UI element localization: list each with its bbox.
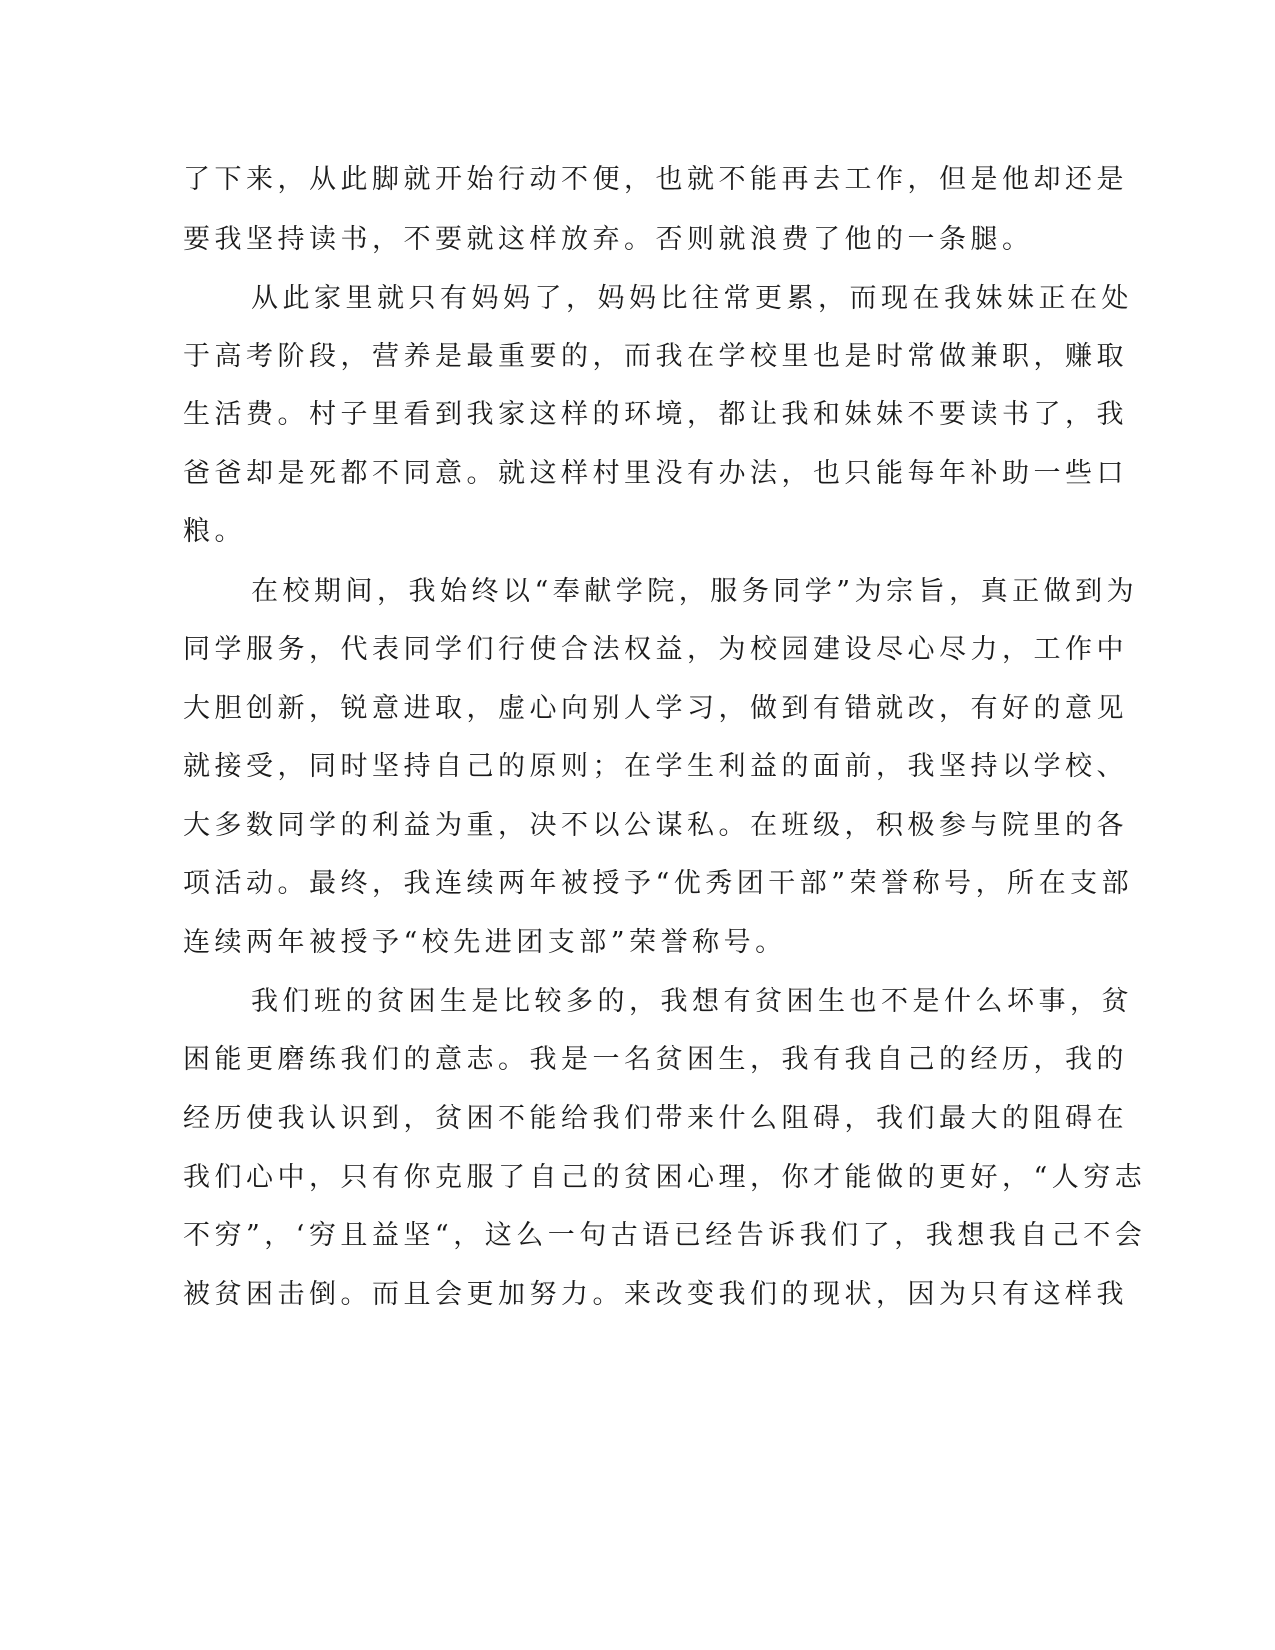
text-line: 困能更磨练我们的意志。我是一名贫困生，我有我自己的经历，我的 xyxy=(183,1044,1128,1075)
text-line: 项活动。最终，我连续两年被授予“优秀团干部”荣誉称号，所在支部 xyxy=(183,868,1134,899)
text-line: 同学服务，代表同学们行使合法权益，为校园建设尽心尽力，工作中 xyxy=(183,634,1128,665)
text-line: 生活费。村子里看到我家这样的环境，都让我和妹妹不要读书了，我 xyxy=(183,399,1128,430)
text-line: 粮。 xyxy=(183,516,246,547)
paragraph-start-line: 在校期间，我始终以“奉献学院，服务同学”为宗旨，真正做到为 xyxy=(251,576,1139,607)
text-line: 连续两年被授予“校先进团支部”荣誉称号。 xyxy=(183,927,787,958)
text-line: 爸爸却是死都不同意。就这样村里没有办法，也只能每年补助一些口 xyxy=(183,458,1128,489)
paragraph-start-line: 从此家里就只有妈妈了，妈妈比往常更累，而现在我妹妹正在处 xyxy=(251,283,1133,314)
paragraph-start-line: 我们班的贫困生是比较多的，我想有贫困生也不是什么坏事，贫 xyxy=(251,986,1133,1017)
text-line: 被贫困击倒。而且会更加努力。来改变我们的现状，因为只有这样我 xyxy=(183,1279,1128,1310)
text-line: 就接受，同时坚持自己的原则；在学生利益的面前，我坚持以学校、 xyxy=(183,751,1128,782)
text-line: 要我坚持读书，不要就这样放弃。否则就浪费了他的一条腿。 xyxy=(183,224,1034,255)
text-line: 不穷”，‘穷且益坚“，这么一句古语已经告诉我们了，我想我自己不会 xyxy=(183,1220,1147,1251)
text-line: 经历使我认识到，贫困不能给我们带来什么阻碍，我们最大的阻碍在 xyxy=(183,1103,1128,1134)
text-line: 于高考阶段，营养是最重要的，而我在学校里也是时常做兼职，赚取 xyxy=(183,341,1128,372)
text-line: 大胆创新，锐意进取，虚心向别人学习，做到有错就改，有好的意见 xyxy=(183,693,1128,724)
text-line: 我们心中，只有你克服了自己的贫困心理，你才能做的更好，“人穷志 xyxy=(183,1162,1147,1193)
text-line: 大多数同学的利益为重，决不以公谋私。在班级，积极参与院里的各 xyxy=(183,810,1128,841)
text-line: 了下来，从此脚就开始行动不便，也就不能再去工作，但是他却还是 xyxy=(183,164,1128,195)
